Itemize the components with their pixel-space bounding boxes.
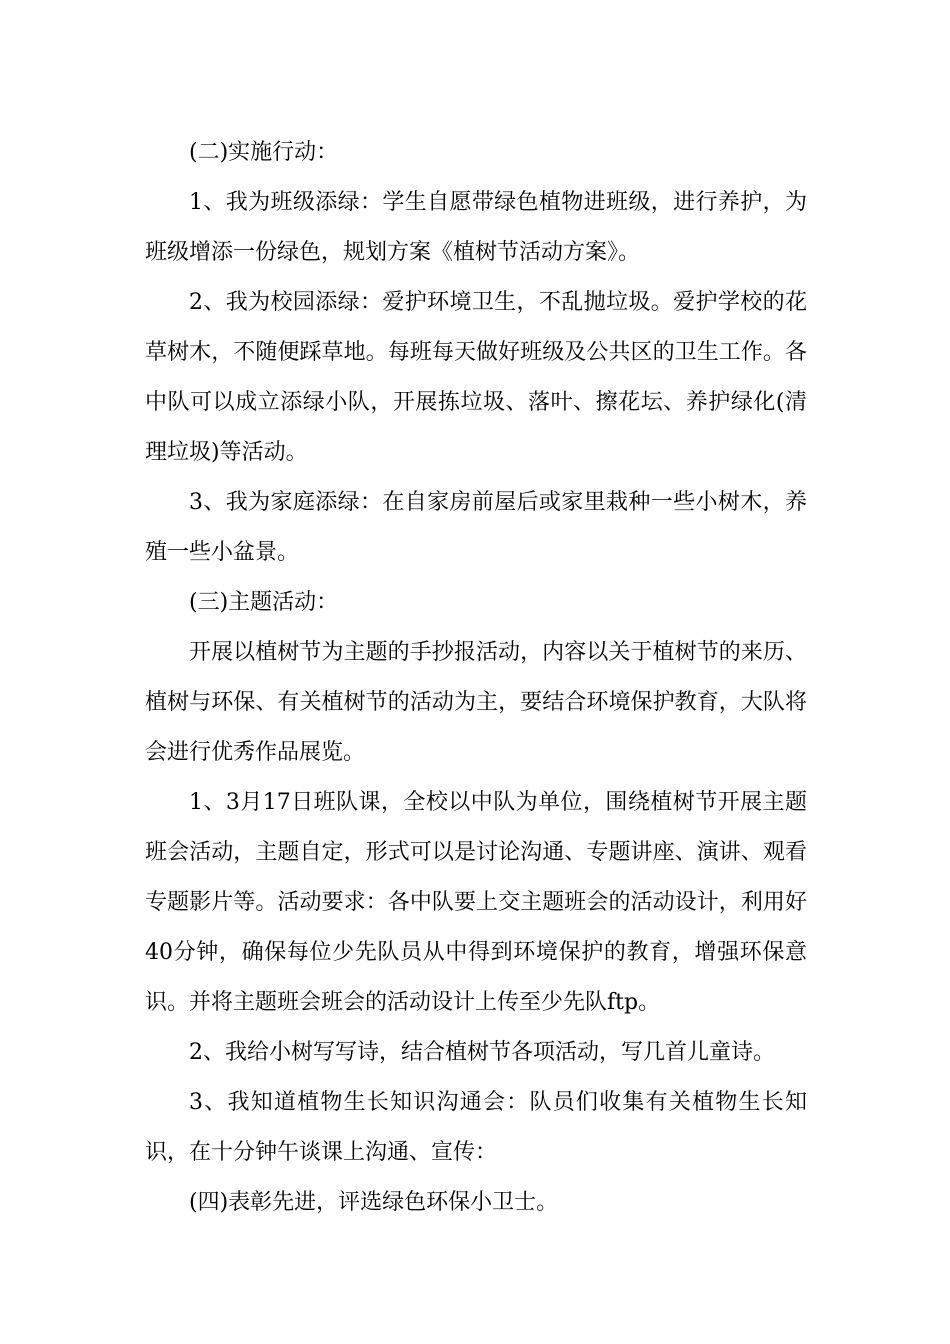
paragraph-class-meeting: 1、3月17日班队课，全校以中队为单位，围绕植树节开展主题班会活动，主题自定，形式可以是讨论沟通、专题讲座、演讲、观看专题影片等。活动要求：各中队要上交主题班会的活动设计，利用好40分钟，确保每位少先队员从中得到环境保护的教育，增强环保意识。并将主题班会班会的活动设计上传至少先队ftp。 xyxy=(145,790,807,1015)
paragraph-plant-knowledge: 3、我知道植物生长知识沟通会：队员们收集有关植物生长知识，在十分钟午谈课上沟通、宣传： xyxy=(145,1090,807,1165)
paragraph-campus-greening: 2、我为校园添绿：爱护环境卫生，不乱抛垃圾。爱护学校的花草树木，不随便踩草地。每班每天做好班级及公共区的卫生工作。各中队可以成立添绿小队，开展拣垃圾、落叶、擦花坛、养护绿化(清理垃圾)等活动。 xyxy=(145,290,807,465)
section-heading-commendation: (四)表彰先进，评选绿色环保小卫士。 xyxy=(189,1190,559,1215)
paragraph-handwritten-newspaper: 开展以植树节为主题的手抄报活动，内容以关于植树节的来历、植树与环保、有关植树节的活动为主，要结合环境保护教育，大队将会进行优秀作品展览。 xyxy=(145,640,807,765)
paragraph-class-greening: 1、我为班级添绿：学生自愿带绿色植物进班级，进行养护，为班级增添一份绿色，规划方案《植树节活动方案》。 xyxy=(145,190,807,265)
document-body xyxy=(145,128,807,1228)
section-heading-implementation: (二)实施行动： xyxy=(189,140,339,165)
paragraph-poetry: 2、我给小树写写诗，结合植树节各项活动，写几首儿童诗。 xyxy=(189,1040,775,1065)
section-heading-theme-activity: (三)主题活动： xyxy=(189,590,339,615)
paragraph-home-greening: 3、我为家庭添绿：在自家房前屋后或家里栽种一些小树木，养殖一些小盆景。 xyxy=(145,490,807,565)
